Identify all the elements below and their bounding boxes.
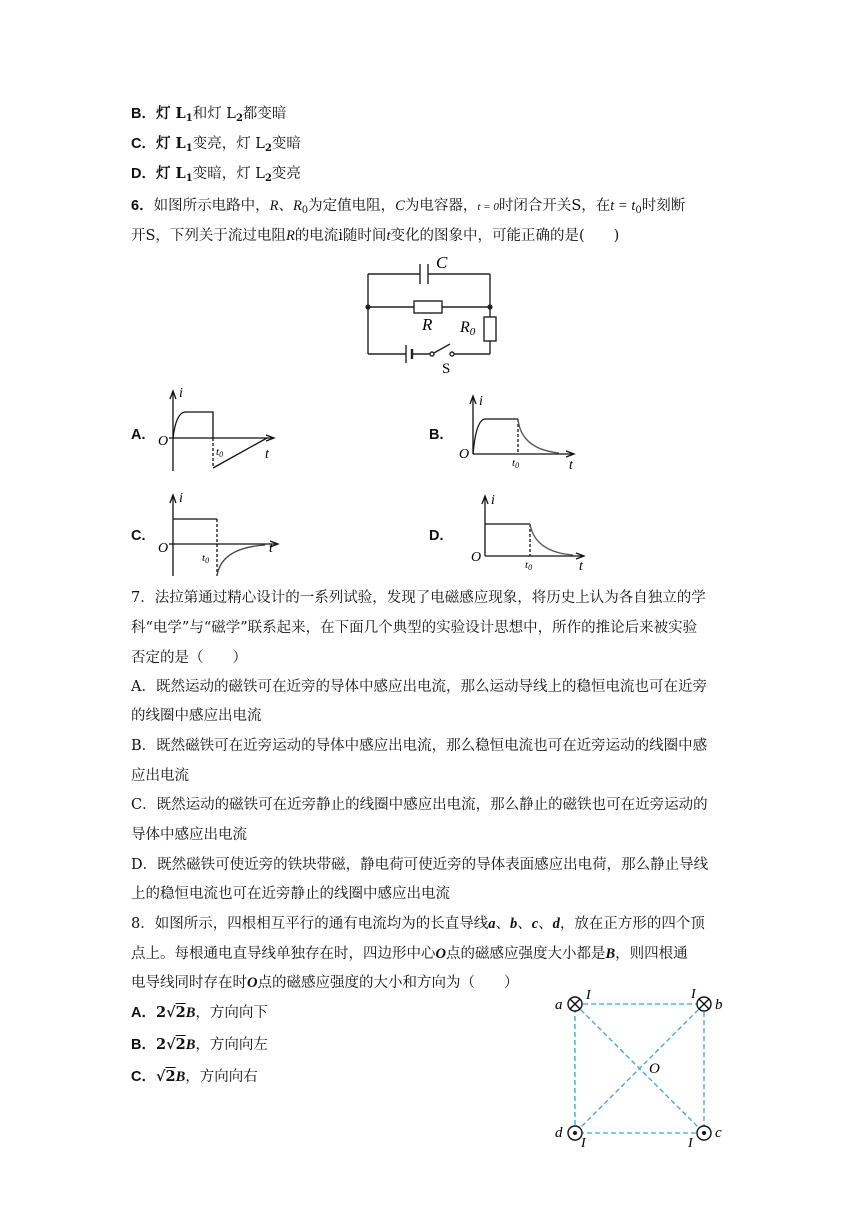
q8-stem-line2: 点上。每根通电直导线单独存在时，四边形中心O点的磁感应强度大小都是B，则四根通 <box>131 946 688 962</box>
origin-label: O <box>459 447 470 462</box>
q8-option-c: C．√2B，方向向右 <box>131 1068 258 1085</box>
q6-option-c-label: C. <box>131 528 146 544</box>
circuit-label-s: S <box>442 361 451 377</box>
label-i-c: I <box>688 1136 693 1151</box>
t0-label: t0 <box>216 446 224 459</box>
q6-option-b-label: B. <box>429 427 444 443</box>
label-i-d: I <box>581 1136 586 1151</box>
t0-label: t0 <box>512 457 520 470</box>
q7-stem-line3: 否定的是（ ） <box>131 650 247 666</box>
axis-label-t: t <box>265 447 269 462</box>
origin-label: O <box>471 550 482 565</box>
circuit-label-r0: R0 <box>460 319 476 338</box>
wire-a-into-page-icon <box>568 997 582 1011</box>
axis-label-i: i <box>179 386 183 401</box>
label-c: c <box>715 1125 722 1141</box>
label-i-b: I <box>691 987 696 1002</box>
q5-option-c: C．灯 $L_1$变亮，灯 $L_2$变暗 <box>131 135 301 154</box>
q7-option-a-line2: 的线圈中感应出电流 <box>131 708 262 724</box>
axis-label-i: i <box>179 491 183 506</box>
label-d: d <box>555 1125 563 1141</box>
wire-d-out-of-page-icon <box>568 1126 582 1140</box>
q6-graph-d <box>465 490 595 574</box>
axis-label-t: t <box>579 559 583 574</box>
t0-label: t0 <box>202 552 210 565</box>
q7-option-d-line1: D．既然磁铁可使近旁的铁块带磁，静电荷可使近旁的导体表面感应出电荷，那么静止导线 <box>131 857 709 873</box>
q7-option-a-line1: A．既然运动的磁铁可在近旁的导体中感应出电流，那么运动导线上的稳恒电流也可在近旁 <box>131 679 707 695</box>
q8-stem-line3: 电导线同时存在时O点的磁感应强度的大小和方向为（ ） <box>131 975 519 991</box>
origin-label: O <box>158 434 169 449</box>
q6-graph-b <box>455 392 585 472</box>
q7-option-c-line2: 导体中感应出电流 <box>131 827 247 843</box>
label-a: a <box>555 997 563 1013</box>
q8-option-b: B．2√2B，方向向左 <box>131 1036 268 1053</box>
circuit-label-c: C <box>436 253 448 272</box>
q8-option-a: A．2√2B，方向向下 <box>131 1004 268 1021</box>
q7-option-b-line1: B．既然磁铁可在近旁运动的导体中感应出电流，那么稳恒电流也可在近旁运动的线圈中感 <box>131 738 708 754</box>
label-i-a: I <box>586 988 591 1003</box>
axis-label-t: t <box>269 541 273 556</box>
circuit-label-r: R <box>422 315 433 334</box>
q6-stem-line1: 6．如图所示电路中，R、$R_0$为定值电阻，C为电容器，t = 0时闭合开关S，在$t = t_0$时刻断 <box>131 198 686 216</box>
q8-stem-line1: 8．如图所示，四根相互平行的通有电流均为的长直导线a、b、c、d，放在正方形的四个顶 <box>131 916 705 932</box>
q5-option-b: B．灯 $L_1$和灯 $L_2$都变暗 <box>131 105 287 124</box>
q6-option-d-label: D. <box>429 528 444 544</box>
q7-option-c-line1: C．既然运动的磁铁可在近旁静止的线圈中感应出电流，那么静止的磁铁也可在近旁运动的 <box>131 797 708 813</box>
q7-option-d-line2: 上的稳恒电流也可在近旁静止的线圈中感应出电流 <box>131 886 450 902</box>
label-o: O <box>649 1061 660 1077</box>
q7-stem-line1: 7．法拉第通过精心设计的一系列试验，发现了电磁感应现象，将历史上认为各自独立的学 <box>131 590 706 606</box>
t0-label: t0 <box>525 559 533 572</box>
origin-label: O <box>158 541 169 556</box>
q6-graph-a <box>155 383 285 478</box>
axis-label-i: i <box>491 493 495 508</box>
axis-label-t: t <box>569 458 573 473</box>
wire-c-out-of-page-icon <box>697 1126 711 1140</box>
q8-square-diagram <box>548 987 728 1151</box>
q7-option-b-line2: 应出电流 <box>131 768 189 784</box>
q5-option-d: D．灯 $L_1$变暗，灯 $L_2$变亮 <box>131 165 301 184</box>
q6-stem-line2: 开S，下列关于流过电阻R的电流i随时间t变化的图象中，可能正确的是( ) <box>131 228 620 244</box>
q6-option-a-label: A. <box>131 427 146 443</box>
q6-circuit-diagram <box>360 252 510 380</box>
q7-stem-line2: 科“电学”与“磁学”联系起来，在下面几个典型的实验设计思想中，所作的推论后来被实验 <box>131 620 698 636</box>
q6-graph-c <box>155 486 285 578</box>
label-b: b <box>715 997 723 1013</box>
wire-b-into-page-icon <box>697 997 711 1011</box>
axis-label-i: i <box>479 394 483 409</box>
